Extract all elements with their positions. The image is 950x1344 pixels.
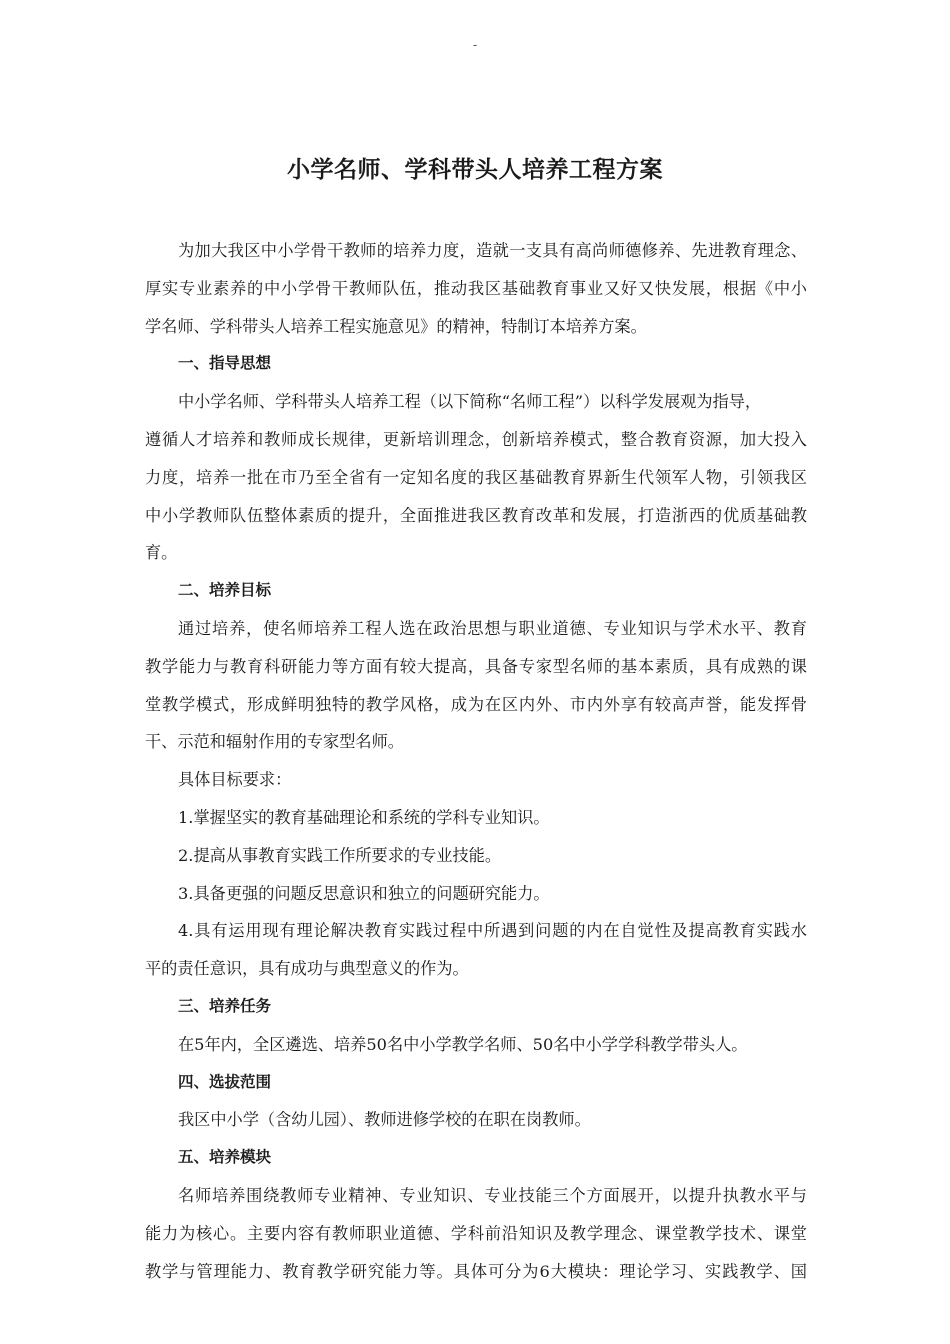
section-heading-training-modules: 五、培养模块 (178, 1148, 272, 1167)
section-heading-selection-scope: 四、选拔范围 (178, 1072, 272, 1091)
intro-line: 学名师、学科带头人培养工程实施意见》的精神，特制订本培养方案。 (145, 316, 647, 336)
paragraph-line: 在5年内，全区遴选、培养50名中小学教学名师、50名中小学学科教学带头人。 (178, 1034, 748, 1054)
paragraph-line: 干、示范和辐射作用的专家型名师。 (145, 732, 404, 752)
paragraph-line: 名师培养围绕教师专业精神、专业知识、专业技能三个方面展开，以提升执教水平与 (178, 1185, 807, 1205)
section-heading-training-tasks: 三、培养任务 (178, 996, 272, 1015)
paragraph-line: 教学能力与教育科研能力等方面有较大提高，具备专家型名师的基本素质，具有成熟的课 (145, 656, 807, 676)
section-heading-training-goals: 二、培养目标 (178, 581, 272, 600)
goal-item-continuation: 平的责任意识，具有成功与典型意义的作为。 (145, 959, 469, 979)
paragraph-line: 能力为核心。主要内容有教师职业道德、学科前沿知识及教学理念、课堂教学技术、课堂 (145, 1223, 807, 1243)
intro-line: 为加大我区中小学骨干教师的培养力度，造就一支具有高尚师德修养、先进教育理念、 (178, 241, 807, 260)
goal-item: 4.具有运用现有理论解决教育实践过程中所遇到问题的内在自觉性及提高教育实践水 (178, 921, 807, 941)
paragraph-line: 堂教学模式，形成鲜明独特的教学风格，成为在区内外、市内外享有较高声誉，能发挥骨 (145, 694, 807, 714)
paragraph-line: 教学与管理能力、教育教学研究能力等。具体可分为6大模块：理论学习、实践教学、国 (145, 1261, 807, 1281)
section-heading-guiding-ideology: 一、指导思想 (178, 354, 272, 373)
intro-line: 厚实专业素养的中小学骨干教师队伍，推动我区基础教育事业又好又快发展，根据《中小 (145, 278, 807, 298)
sub-heading-specific-goals: 具体目标要求： (178, 770, 292, 790)
goal-item: 2.提高从事教育实践工作所要求的专业技能。 (178, 845, 502, 865)
paragraph-line: 力度，培养一批在市乃至全省有一定知名度的我区基础教育界新生代领军人物，引领我区 (145, 467, 807, 487)
paragraph-line: 中小学教师队伍整体素质的提升，全面推进我区教育改革和发展，打造浙西的优质基础教 (145, 505, 807, 525)
header-mark: - (472, 38, 478, 52)
document-body (145, 232, 807, 1290)
paragraph-line: 遵循人才培养和教师成长规律，更新培训理念，创新培养模式，整合教育资源，加大投入 (145, 429, 807, 449)
paragraph-line: 育。 (145, 543, 178, 563)
document-title: 小学名师、学科带头人培养工程方案 (287, 157, 663, 183)
goal-item: 1.掌握坚实的教育基础理论和系统的学科专业知识。 (178, 807, 550, 827)
goal-item: 3.具备更强的问题反思意识和独立的问题研究能力。 (178, 883, 550, 903)
paragraph-line: 中小学名师、学科带头人培养工程（以下简称“名师工程”）以科学发展观为指导， (178, 392, 762, 412)
paragraph-line: 我区中小学（含幼儿园）、教师进修学校的在职在岗教师。 (178, 1110, 591, 1130)
paragraph-line: 通过培养，使名师培养工程人选在政治思想与职业道德、专业知识与学术水平、教育 (178, 618, 807, 638)
